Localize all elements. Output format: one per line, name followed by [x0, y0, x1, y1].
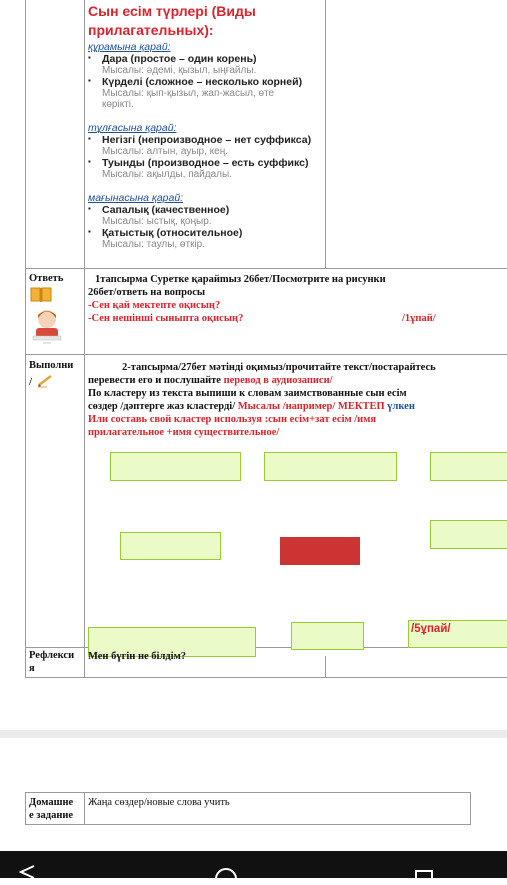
bullet-icon: ▪ — [88, 204, 91, 213]
task2-line6: прилагательное +имя существительное/ — [88, 427, 280, 438]
bullet-icon: ▪ — [88, 157, 91, 166]
homework-row-head-2: е задание — [29, 810, 74, 821]
bullet-icon: ▪ — [88, 227, 91, 236]
task2-line5: Или составь свой кластер используя :сын есім+зат есім /имя — [88, 414, 377, 425]
task1-line1: 1тапсырма Суретке қарайmыз 26бет/Посмотрите на рисунки — [95, 274, 386, 285]
type-example: Мысалы: алтын, ауыр, кең. — [102, 146, 229, 157]
task-row-head-slash: / — [29, 377, 32, 388]
list-item — [88, 227, 324, 250]
task1-points: /1ұпай/ — [402, 313, 436, 324]
task2-line2 — [88, 374, 333, 387]
task2-line2-text: перевести его и послушайте — [88, 375, 224, 386]
task-row-head: Выполни — [29, 360, 74, 371]
task2-line1: 2-тапсырма/27бет мәтінді оқимыз/прочитайте текст/постарайтесь — [122, 362, 436, 373]
recent-apps-icon[interactable] — [414, 867, 434, 885]
cluster-box — [430, 452, 507, 481]
cluster-center-box — [280, 537, 360, 565]
section-label-meaning: мағынасына қарай: — [88, 192, 184, 204]
type-example: Мысалы: қып-қызыл, жап-жасыл, өте көрікті. — [102, 88, 275, 110]
section-label-form: тұлғасына қарай: — [88, 122, 177, 134]
example-word: үлкен — [384, 401, 415, 412]
type-name: Туынды (производное – есть суффикс) — [102, 157, 309, 169]
adjective-types-block — [88, 2, 324, 250]
example-text: Мысалы /например/ МЕКТЕП — [237, 401, 385, 412]
reflection-row-head: Рефлекси — [29, 650, 75, 661]
task1-question1: -Сен қай мектепте оқисың? — [88, 300, 221, 311]
list-item — [88, 53, 324, 76]
task1-line2: 26бет/ответь на вопросы — [88, 287, 206, 298]
list-item — [88, 76, 324, 110]
types-title: Сын есім түрлері (Виды прилагательных): — [88, 3, 256, 38]
type-example: Мысалы: әдемі, қызыл, ыңғайлы. — [102, 65, 257, 76]
reflection-text: Мен бүгін не білдім? — [88, 651, 186, 662]
type-example: Мысалы: ыстық, қоңыр. — [102, 216, 212, 227]
answer-row-head: Ответь — [29, 273, 64, 284]
cluster-box — [110, 452, 241, 481]
type-name: Дара (простое – один корень) — [102, 53, 257, 65]
homework-text: Жаңа сөздер/новые слова учить — [88, 797, 230, 808]
page-gap — [0, 730, 507, 738]
task2-line4 — [88, 400, 415, 413]
type-name: Негізгі (непроизводное – нет суффикса) — [102, 134, 312, 146]
cluster-box — [291, 622, 364, 650]
navigation-bar — [0, 851, 507, 878]
cluster-box — [430, 520, 507, 549]
homework-row-head: Домашне — [29, 797, 74, 808]
task1-question2: -Сен нешінші сыныпта оқисың? — [88, 313, 244, 324]
list-item — [88, 157, 324, 180]
section-label-composition: құрамына қарай: — [88, 41, 171, 53]
type-example: Мысалы: ақылды, пайдалы. — [102, 169, 232, 180]
task2-line4-text: сөздер /дәптерге жаз кластерді/ — [88, 401, 238, 412]
pencil-icon — [37, 374, 53, 393]
audio-translation-text: перевод в аудиозаписи/ — [223, 375, 333, 386]
home-icon[interactable] — [214, 866, 238, 884]
bullet-icon: ▪ — [88, 53, 91, 62]
student-illustration — [29, 305, 65, 352]
type-name: Сапалық (качественное) — [102, 204, 230, 216]
bullet-icon: ▪ — [88, 134, 91, 143]
list-item — [88, 134, 324, 157]
reflection-row-head-2: я — [29, 663, 35, 674]
type-name: Күрделі (сложное – несколько корней) — [102, 76, 303, 88]
cluster-box — [120, 532, 221, 560]
back-icon[interactable] — [18, 865, 38, 883]
cluster-box — [264, 452, 397, 481]
list-item — [88, 204, 324, 227]
task2-line3: По кластеру из текста выпиши к словам заимствованные сын есім — [88, 388, 407, 399]
type-name: Қатыстық (относительное) — [102, 227, 243, 239]
type-example: Мысалы: таулы, өткір. — [102, 239, 206, 250]
bullet-icon: ▪ — [88, 76, 91, 85]
task2-points: /5ұпай/ — [411, 623, 451, 635]
